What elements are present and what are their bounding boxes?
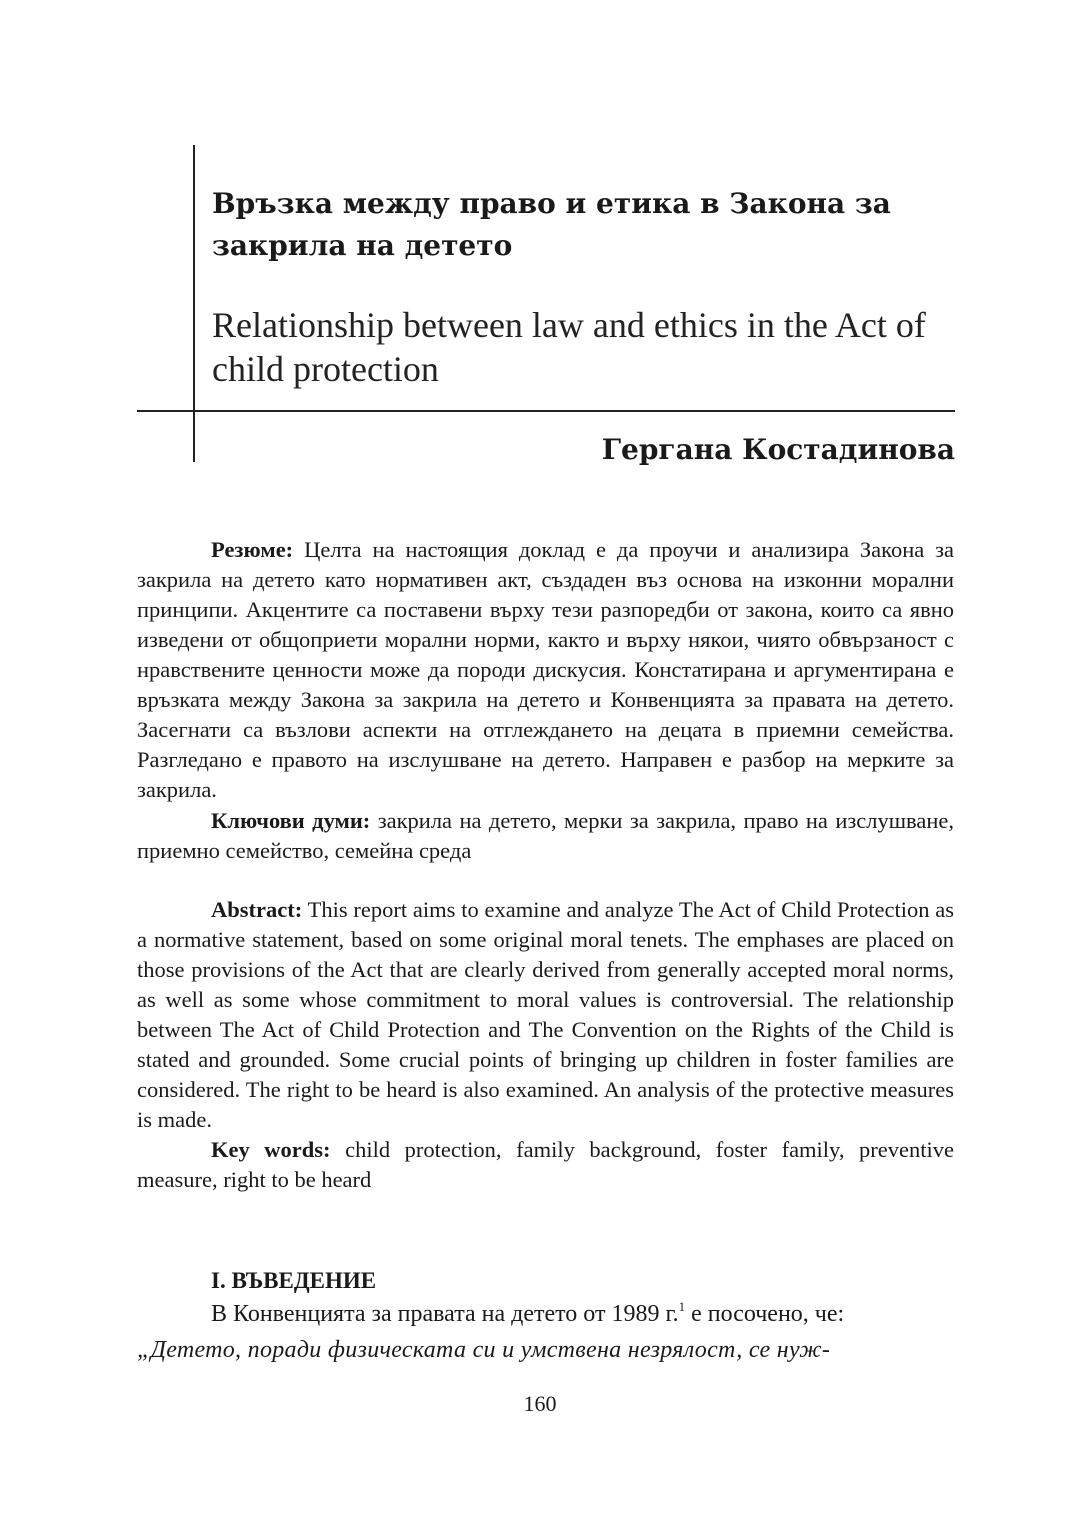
resume-label: Резюме: [211, 537, 294, 562]
title-bulgarian-line2: закрила на детето [212, 229, 513, 262]
keywords-en-text: child protection, family background, foster family, preventive measure, right to be heard [137, 1137, 954, 1192]
title-bulgarian [212, 183, 952, 267]
introduction-text-after: е посочено, че: [685, 1301, 845, 1327]
abstract-label: Abstract: [211, 897, 303, 922]
introduction-quote: „Детето, поради физическата си и умствена незрялост, се нуж- [137, 1337, 831, 1363]
title-english-line1: Relationship between law and ethics in the Act of [212, 305, 926, 345]
keywords-bg-text: закрила на детето, мерки за закрила, право на изслушване, приемно семейство, семейна среда [137, 808, 955, 863]
title-horizontal-rule [137, 410, 955, 412]
author-name: Гергана Костадинова [601, 433, 955, 466]
page-number: 160 [523, 1391, 557, 1416]
introduction-heading: I. ВЪВЕДЕНИЕ [211, 1268, 377, 1293]
introduction-text-before: В Конвенцията за правата на детето от 1989 г. [211, 1301, 679, 1327]
keywords-en-label: Key words: [211, 1137, 331, 1162]
title-english-line2: child protection [212, 349, 439, 389]
keywords-en-paragraph [137, 1135, 954, 1195]
resume-text: Целта на настоящия доклад е да проучи и анализира Закона за закрила на детето като нормативен акт, създаден въз основа на изконни морални принципи. Акцентите са поставени върху тези разпоредби от закона, които са явно изведени от общоприети морални норми, както и върху някои, чиято обвързаност с нравствените ценности може да породи дискусия. Констатирана и аргументирана е връзката между Закона за закрила на детето и Конвенцията за правата на детето. Засегнати са възлови аспекти на отглеждането на децата в приемни семейства. Разгледано е правото на изслушване на детето. Направен е разбор на мерките за закрила. [137, 537, 954, 802]
abstract-text: This report aims to examine and analyze The Act of Child Protection as a normative statement, based on some original moral tenets. The emphases are placed on those provisions of the Act that are clearly derived from generally accepted moral norms, as well as some whose commitment to moral values is controversial. The relationship between The Act of Child Protection and The Convention on the Rights of the Child is stated and grounded. Some crucial points of bringing up children in foster families are considered. The right to be heard is also examined. An analysis of the protective measures is made. [137, 897, 955, 1132]
abstract-paragraph [137, 895, 954, 1135]
introduction-paragraph [137, 1296, 954, 1368]
title-bulgarian-line1: Връзка между право и етика в Закона за [212, 187, 891, 220]
keywords-bg-paragraph [137, 806, 954, 866]
resume-paragraph [137, 535, 954, 805]
keywords-bg-label: Ключови думи: [211, 808, 371, 833]
footnote-marker[interactable]: 1 [678, 1299, 686, 1314]
introduction-first-line [137, 1296, 954, 1332]
title-english [212, 303, 952, 391]
title-vertical-rule [193, 145, 195, 462]
